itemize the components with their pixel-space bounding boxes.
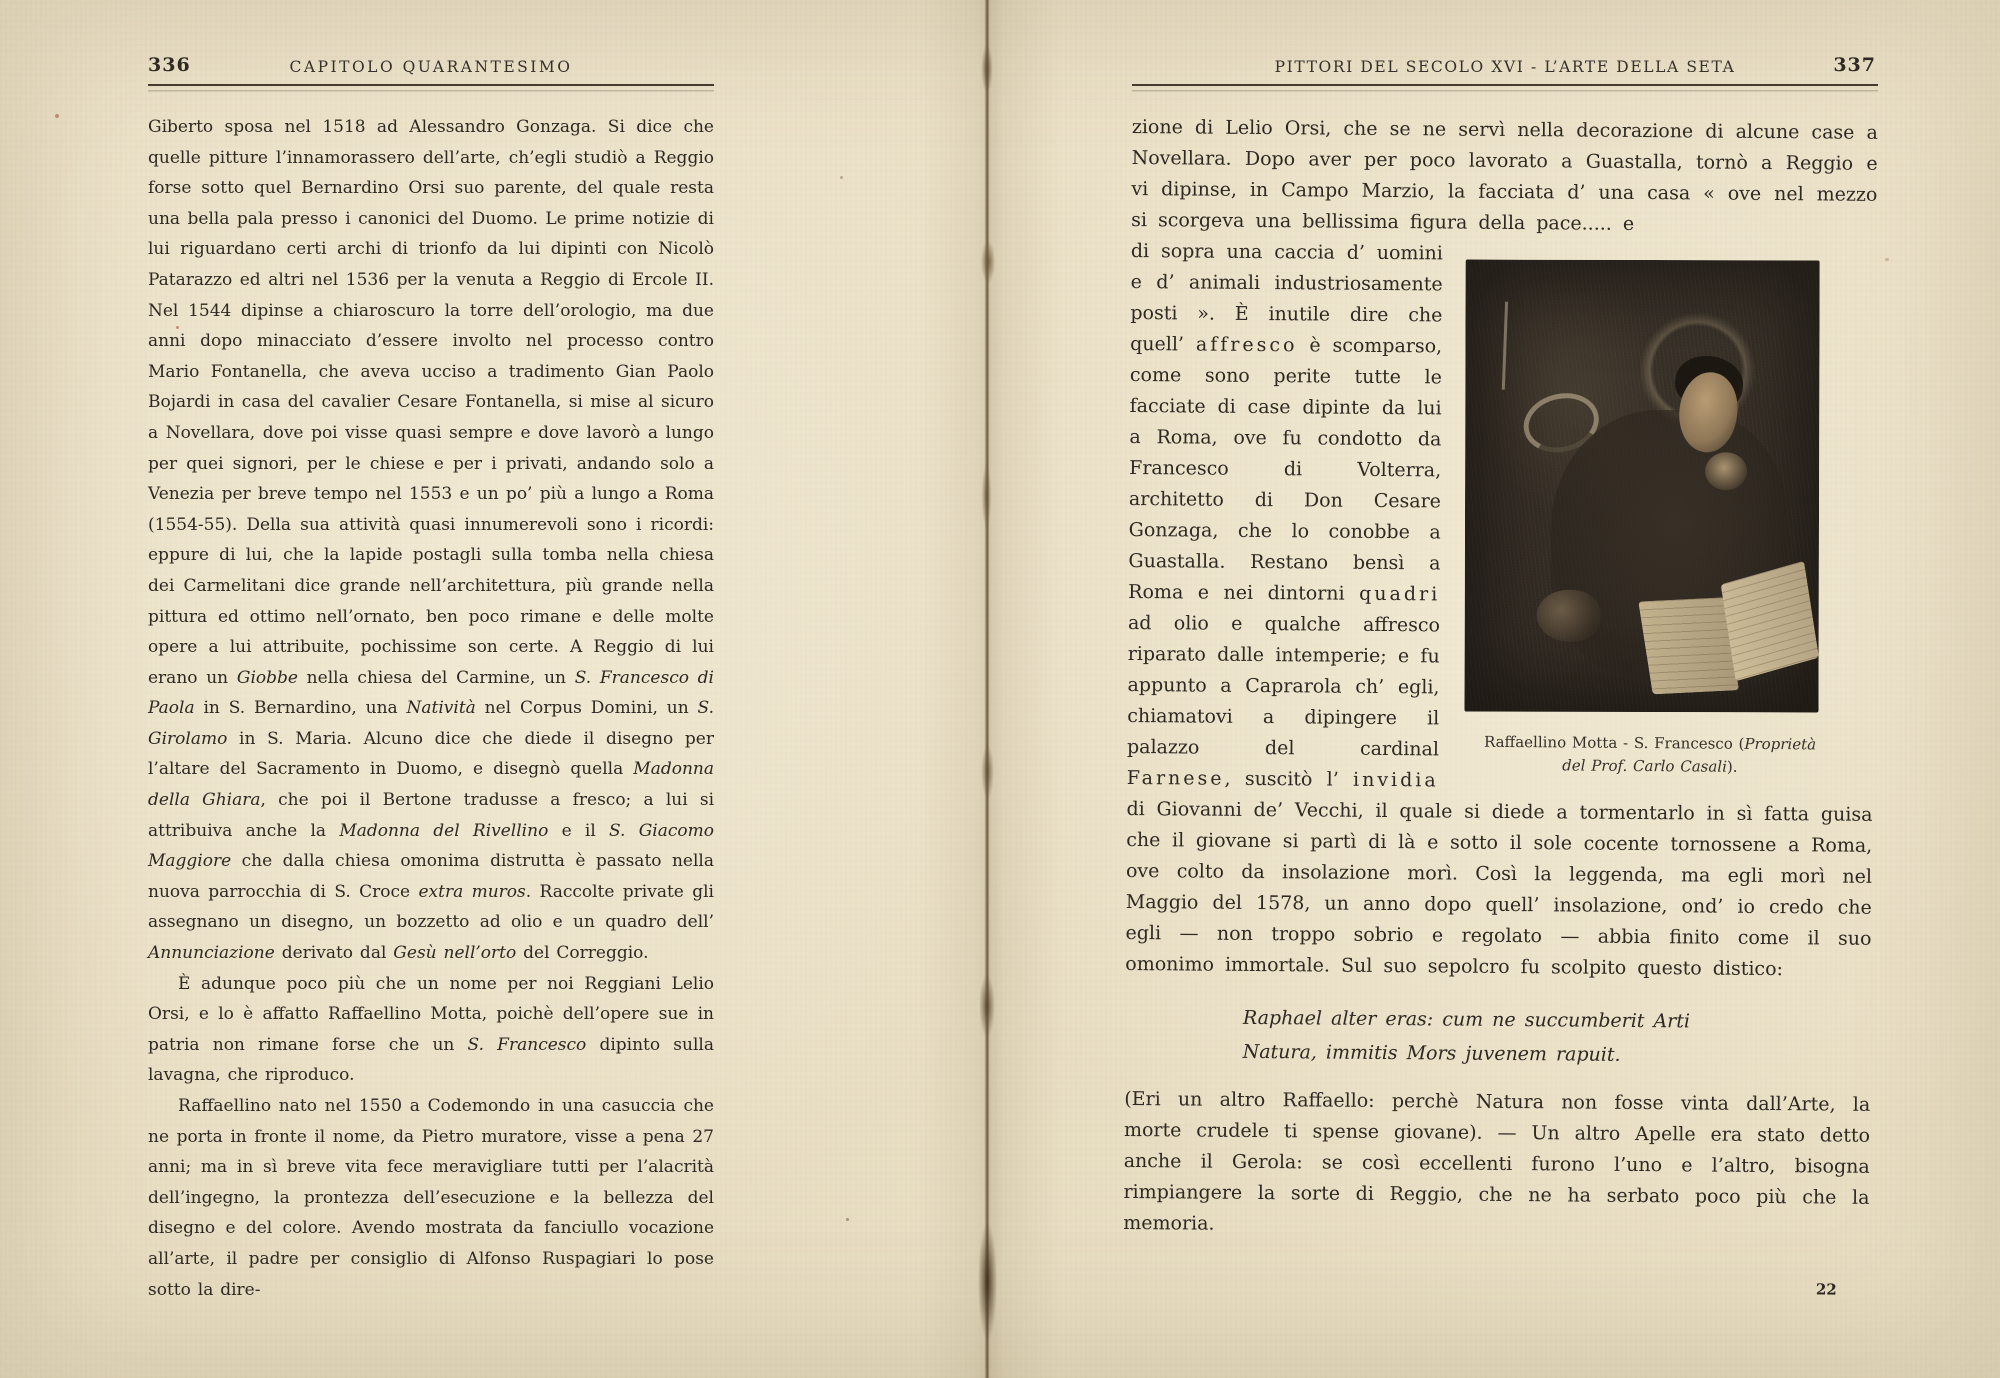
paragraph (1123, 1084, 1870, 1245)
figure-s-francesco (1453, 243, 1877, 780)
text-run: dipinto sulla lavagna, che riproduco. (148, 1034, 714, 1086)
text-run: È adunque poco più che un nome per noi Reggiani Lelio Orsi, e lo è affatto Raffaellino Motta, poichè dell’opere sue in patria non rimane forse che un (148, 973, 714, 1055)
distich-line-2: Natura, immitis Mors juvenem rapuit. (1242, 1040, 1621, 1066)
latin-distich (1242, 1001, 1871, 1074)
painting-open-book (1637, 566, 1820, 707)
text-run: Farnese (1126, 766, 1225, 790)
text-run: in S. Maria. Alcuno dice che diede il disegno per l’altare del Sacramento in Duomo, e disegnò quella (148, 728, 714, 780)
text-run: in S. Bernardino, una (194, 698, 407, 719)
text-run: Giberto sposa nel 1518 ad Alessandro Gonzaga. Si dice che quelle pitture l’innamorassero dell’arte, ch’egli studiò a Reggio forse sotto quel Bernardino Orsi suo parente, del quale resta una bella pala presso i canonici del Duomo. Le prime notizie di lui riguardano certi archi di trionfo da lui dipinti con Nicolò Patarazzo ed altri nel 1536 per la venuta a Reggio di Ercole II. Nel 1544 dipinse a chiaroscuro la torre dell’orologio, ma due anni dopo minacciato d’essere involto nel processo contro Mario Fontanella, che aveva ucciso a tradimento Gian Paolo Bojardi in casa del cavalier Cesare Fontanella, si mise al sicuro a Novellara, dove poi visse quasi sempre e dove lavorò a lungo per quei signori, per le chiese e per i privati, andando solo a Venezia per breve tempo nel 1553 e un po’ più a lungo a Roma (1554-55). Della sua attività quasi innumerevoli sono i ricordi: eppure di lui, che la lapide postagli sulla tomba nella chiesa dei Carmelitani dice grande nell’architettura, più grande nella pittura ed ottimo nell’ornato, ben poco rimane e delle molte opere a lui attribuite, pochissime son certe. A Reggio di lui erano un (148, 117, 714, 688)
text-run: derivato dal (274, 943, 394, 964)
painting-hand-chin (1705, 452, 1747, 490)
text-run: , che poi il Bertone tradusse a fresco; a lui si attribuiva anche la (148, 790, 714, 841)
paragraph-with-figure (1125, 236, 1877, 986)
text-run: , suscitò l’ (1224, 767, 1354, 791)
text-run: Madonna del Rivellino (339, 820, 549, 841)
text-run: nel Corpus Domini, un (475, 698, 698, 719)
running-title-right: PITTORI DEL SECOLO XVI - L’ARTE DELLA SETA (1274, 58, 1736, 76)
book-gutter (974, 0, 1000, 1378)
text-run: di Giovanni de’ Vecchi, il quale si diede a tormentarlo in sì fatta guisa che il giovane si partì di là e sotto il sole cocente tornossene a Roma, ove colto da insolazione morì. Così la leggenda, ma egli morì nel Maggio del 1578, un anno dopo quell’ insolazione, ond’ io credo che egli — non troppo sobrio e regolato — abbia finito come il suo omonimo immortale. Sul suo sepolcro fu scolpito questo distico: (1125, 797, 1873, 981)
text-run: che dalla chiesa omonima distrutta è passato nella nuova parrocchia di S. Croce (148, 851, 714, 902)
painting-skull (1537, 590, 1601, 642)
painting-s-francesco (1464, 260, 1819, 713)
text-run: è scomparso, come sono perite tutte le facciate di case dipinte da lui a Roma, ove fu condotto da Francesco di Volterra, architetto di Don Cesare Gonzaga, che lo conobbe a Guastalla. Restano bensì a Roma e nei dintorni (1128, 334, 1443, 605)
text-run: Proprietà del Prof. Carlo Casali (1562, 734, 1817, 776)
text-run: zione di Lelio Orsi, che se ne servì nella decorazione di alcune case a Novellara. Dopo aver per poco lavorato a Guastalla, tornò a Reggio e vi dipinse, in Campo Marzio, la facciata d’ una casa « ove nel mezzo si scorgeva una bellissima figura della pace..... e (1131, 115, 1878, 235)
text-run: del Correggio. (516, 943, 649, 964)
text-run: Raffaellino nato nel 1550 a Codemondo in una casuccia che ne porta in fronte il nome, da Pietro muratore, visse a pena 27 anni; ma in sì breve vita fece meravigliare tutti per l’alacrità dell’ingegno, la prontezza dell’esecuzione e la bellezza del disegno e del colore. Avendo mostrata da fanciullo vocazione all’arte, il padre per consiglio di Alfonso Ruspagiari lo pose sotto la dire- (148, 1096, 714, 1300)
foxing-speck (55, 114, 59, 118)
page-number-left: 336 (148, 54, 191, 76)
text-run: nella chiesa del Carmine, un (297, 667, 575, 688)
page-left-header (148, 52, 714, 84)
foxing-speck (1885, 258, 1889, 261)
page-left-body (148, 112, 714, 1305)
text-run: affresco (1195, 333, 1298, 357)
distich-line-1: Raphael alter eras: cum ne succumberit Arti (1242, 1006, 1691, 1033)
painting-candlestick (1502, 302, 1508, 390)
gutter-shadow (920, 0, 1060, 1378)
text-run: Natività (406, 698, 476, 719)
text-run: Gesù nell’orto (393, 943, 517, 964)
text-run: Raffaellino Motta - S. Francesco ( (1483, 732, 1745, 753)
paragraph (148, 969, 714, 1091)
text-run: S. Girolamo (148, 698, 714, 749)
foxing-speck (846, 1218, 849, 1221)
text-run: S. Francesco di Paola (148, 667, 714, 719)
text-run: ad olio e qualche affresco riparato dalle intemperie; e fu appunto a Caprarola ch’ egli, chiamatovi a dipingere il palazzo del cardinal (1126, 611, 1441, 761)
text-run: S. Francesco (467, 1034, 587, 1055)
text-run: Annunciazione (148, 943, 275, 964)
text-run: di sopra una caccia d’ uomini e d’ animali industriosamente posti ». È inutile dire che quell’ (1130, 239, 1443, 356)
text-run: ). (1726, 757, 1738, 776)
text-run: S. Giacomo Maggiore (148, 820, 714, 872)
text-run: . Raccolte private gli assegnano un disegno, un bozzetto ad olio e un quadro dell’ (148, 881, 714, 933)
paragraph (148, 1091, 714, 1305)
text-run: Madonna della Ghiara (148, 759, 714, 811)
text-run: invidia (1352, 768, 1439, 792)
paragraph (148, 112, 714, 969)
page-right-body (1123, 112, 1878, 1306)
signature-mark: 22 (1815, 1280, 1837, 1299)
foxing-speck (840, 176, 843, 179)
page-right-header (1132, 52, 1878, 84)
header-rule-left (148, 84, 714, 90)
text-run: (Eri un altro Raffaello: perchè Natura non fosse vinta dall’Arte, la morte crudele ti spense giovane). — Un altro Apelle era stato detto anche il Gerola: se così eccellenti furono l’uno e l’altro, bisogna rimpiangere la sorte di Reggio, che ne ha serbato poco più che la memoria. (1123, 1087, 1871, 1235)
paragraph (1131, 112, 1878, 242)
text-run: extra muros (418, 881, 526, 902)
figure-caption (1453, 731, 1873, 780)
running-title-left: CAPITOLO QUARANTESIMO (289, 58, 573, 76)
page-right (1123, 52, 1878, 1300)
text-run: Giobbe (236, 667, 298, 688)
text-run: quadri (1359, 582, 1441, 606)
header-rule-right (1132, 84, 1878, 90)
page-number-right: 337 (1833, 54, 1876, 76)
painting-book-page-right (1721, 561, 1819, 681)
text-run: e il (548, 820, 610, 841)
page-left (148, 52, 714, 1305)
